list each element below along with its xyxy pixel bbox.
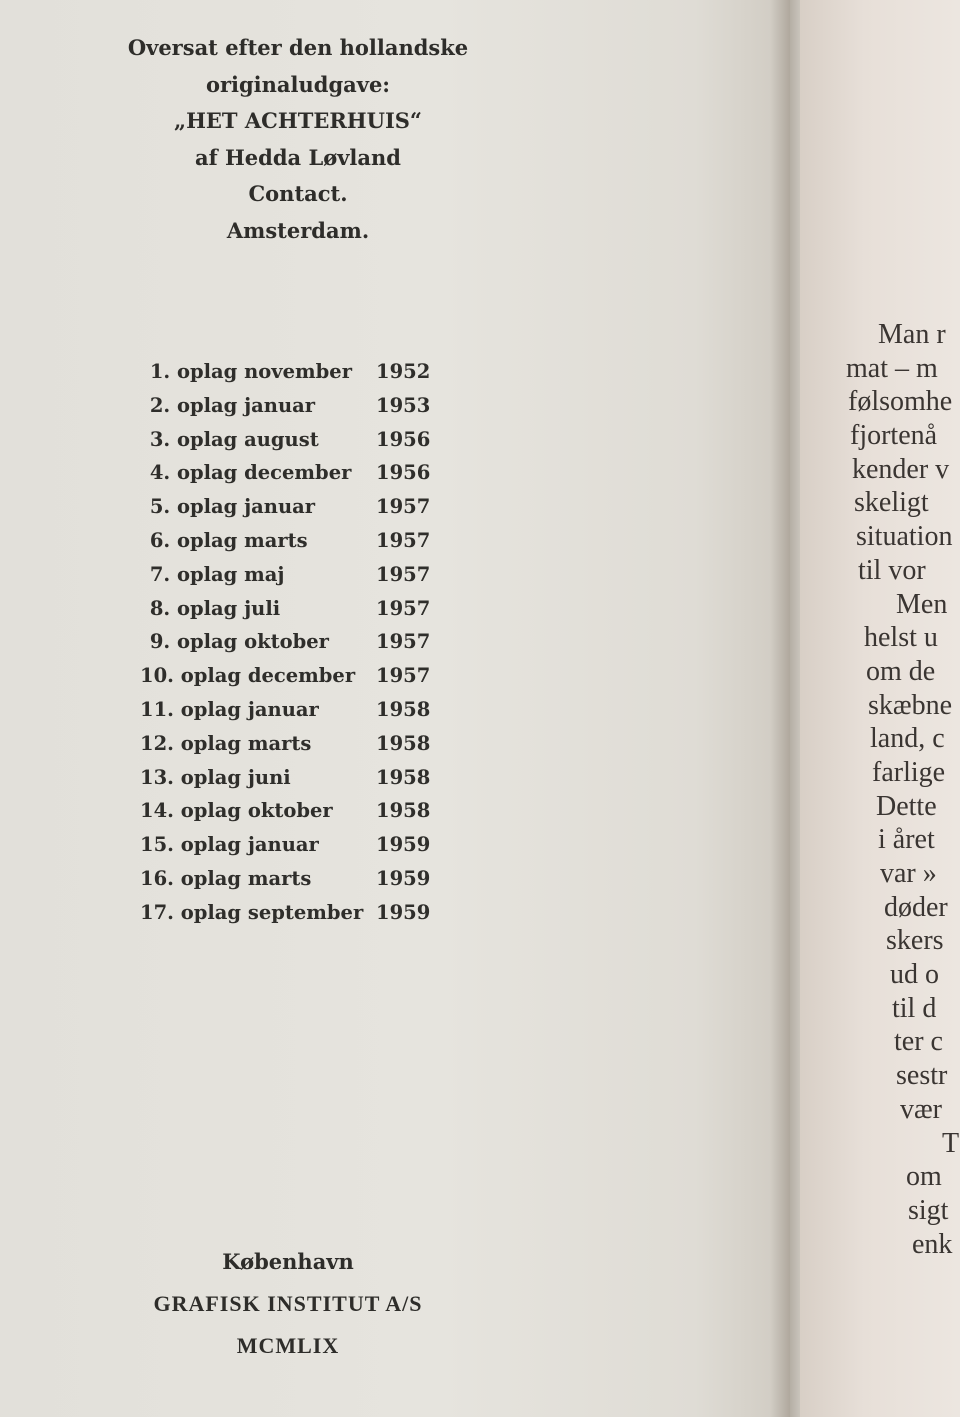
printing-year: 1957 bbox=[376, 562, 431, 586]
printing-month: oplag september bbox=[180, 900, 364, 924]
credit-line: originaludgave: bbox=[205, 71, 391, 97]
printing-month: oplag december bbox=[180, 664, 356, 688]
translation-credits bbox=[118, 30, 478, 249]
printing-year: 1956 bbox=[376, 427, 431, 451]
credit-line: Oversat efter den hollandske bbox=[127, 35, 469, 60]
printing-row bbox=[140, 360, 460, 394]
printing-year: 1956 bbox=[376, 461, 431, 485]
right-page-line: kender v bbox=[852, 453, 950, 485]
printing-label bbox=[140, 900, 364, 924]
printing-year: 1959 bbox=[376, 833, 431, 857]
printing-number: 5. bbox=[149, 495, 171, 519]
right-page-line: skæbne bbox=[868, 689, 952, 721]
imprint-publisher: GRAFISK INSTITUT A/S bbox=[153, 1291, 423, 1316]
right-page-line: i året bbox=[878, 824, 935, 856]
printing-year: 1957 bbox=[376, 495, 431, 519]
printing-label bbox=[140, 529, 355, 552]
printing-month: oplag marts bbox=[180, 731, 312, 755]
right-page-line: mat – m bbox=[846, 352, 938, 384]
right-page-line: om de bbox=[866, 655, 936, 687]
printing-label bbox=[140, 766, 355, 789]
printing-month: oplag januar bbox=[177, 495, 316, 519]
printing-row bbox=[140, 901, 460, 935]
printing-year: 1958 bbox=[376, 697, 431, 721]
printing-month: oplag januar bbox=[177, 393, 316, 417]
printing-year: 1953 bbox=[376, 393, 431, 417]
printing-label bbox=[140, 563, 355, 586]
printing-row bbox=[140, 495, 460, 529]
right-page-line: situation bbox=[856, 521, 953, 553]
printing-row bbox=[140, 799, 460, 833]
printing-label bbox=[140, 867, 355, 890]
printing-month: oplag juni bbox=[180, 765, 291, 789]
printing-number: 16. bbox=[140, 866, 174, 890]
publisher-city: Amsterdam. bbox=[226, 217, 370, 243]
printing-row bbox=[140, 766, 460, 800]
printing-year: 1957 bbox=[376, 596, 431, 620]
printing-year: 1958 bbox=[376, 731, 431, 755]
printing-label bbox=[140, 630, 355, 653]
printing-label bbox=[140, 732, 355, 755]
printing-number: 12. bbox=[140, 731, 174, 755]
printing-number: 2. bbox=[149, 393, 171, 417]
printing-number: 9. bbox=[149, 630, 171, 654]
printing-year: 1958 bbox=[376, 765, 431, 789]
printing-label bbox=[140, 833, 355, 856]
printing-row bbox=[140, 698, 460, 732]
right-page-line: skeligt bbox=[854, 487, 929, 519]
printing-row bbox=[140, 461, 460, 495]
printing-label bbox=[140, 360, 355, 383]
right-page-line: Man r bbox=[878, 319, 946, 350]
printing-label bbox=[140, 461, 355, 484]
printing-year: 1957 bbox=[376, 528, 431, 552]
printing-label bbox=[140, 664, 355, 687]
printing-month: oplag november bbox=[177, 360, 352, 383]
printing-month: oplag marts bbox=[177, 528, 308, 552]
right-page-line: land, c bbox=[870, 723, 945, 755]
printing-number: 17. bbox=[140, 900, 174, 924]
right-page-line: fjortenå bbox=[850, 420, 938, 452]
printing-history-list bbox=[140, 360, 460, 935]
printing-year: 1952 bbox=[376, 360, 431, 383]
right-page-line: enk bbox=[912, 1228, 953, 1260]
printing-year: 1959 bbox=[376, 900, 431, 924]
right-page-line: om bbox=[906, 1161, 942, 1193]
right-page-line: døder bbox=[884, 891, 948, 923]
publisher-original: Contact. bbox=[248, 181, 348, 206]
printing-label bbox=[140, 428, 355, 451]
right-page-line: ter c bbox=[894, 1026, 943, 1058]
printing-row bbox=[140, 563, 460, 597]
printing-row bbox=[140, 630, 460, 664]
printing-number: 6. bbox=[149, 528, 171, 552]
imprint-year: MCMLIX bbox=[236, 1333, 340, 1358]
imprint-city: København bbox=[222, 1249, 354, 1274]
printing-year: 1957 bbox=[376, 664, 431, 688]
original-title: „HET ACHTERHUIS“ bbox=[173, 108, 423, 133]
printing-year: 1959 bbox=[376, 866, 431, 890]
printing-label bbox=[140, 597, 355, 620]
printing-label bbox=[140, 495, 355, 518]
printing-number: 7. bbox=[149, 562, 171, 586]
printing-year: 1958 bbox=[376, 799, 431, 823]
right-page-line: til d bbox=[892, 992, 937, 1024]
printing-row bbox=[140, 732, 460, 766]
printing-year: 1957 bbox=[376, 630, 431, 654]
printing-month: oplag oktober bbox=[177, 630, 329, 654]
printing-number: 4. bbox=[149, 461, 171, 485]
right-page-line: til vor bbox=[858, 554, 926, 586]
printing-label bbox=[140, 799, 355, 822]
right-page-line: helst u bbox=[864, 622, 938, 654]
printing-row bbox=[140, 867, 460, 901]
printing-row bbox=[140, 597, 460, 631]
imprint bbox=[118, 1242, 458, 1366]
printing-month: oplag august bbox=[177, 427, 319, 451]
printing-row bbox=[140, 664, 460, 698]
printing-row bbox=[140, 833, 460, 867]
printing-month: oplag december bbox=[177, 461, 352, 485]
right-page-line: ud o bbox=[890, 959, 939, 991]
printing-label bbox=[140, 394, 355, 417]
printing-label bbox=[140, 698, 355, 721]
printing-month: oplag marts bbox=[180, 866, 312, 890]
printing-number: 10. bbox=[140, 664, 174, 688]
right-page-line: vær bbox=[900, 1093, 942, 1125]
printing-month: oplag juli bbox=[177, 596, 281, 620]
translator-line: af Hedda Løvland bbox=[195, 144, 401, 170]
printing-row bbox=[140, 394, 460, 428]
right-page-text bbox=[846, 318, 960, 1261]
right-page-line: sigt bbox=[908, 1194, 949, 1226]
printing-number: 14. bbox=[140, 799, 174, 823]
printing-row bbox=[140, 428, 460, 462]
right-page-line: skers bbox=[886, 925, 944, 957]
printing-month: oplag januar bbox=[180, 697, 319, 721]
right-page-line: Dette bbox=[876, 790, 937, 822]
printing-number: 3. bbox=[149, 427, 171, 451]
printing-month: oplag oktober bbox=[180, 799, 333, 823]
printing-number: 15. bbox=[140, 833, 174, 857]
printing-number: 13. bbox=[140, 765, 174, 789]
right-page-line: var » bbox=[880, 858, 937, 889]
printing-number: 8. bbox=[149, 596, 171, 620]
right-page-line: sestr bbox=[896, 1060, 948, 1092]
right-page-line: farlige bbox=[872, 756, 946, 788]
right-page-line: Men bbox=[896, 588, 948, 620]
printing-month: oplag januar bbox=[180, 833, 319, 857]
printing-number: 11. bbox=[140, 697, 174, 721]
printing-number: 1. bbox=[149, 360, 171, 383]
printing-row bbox=[140, 529, 460, 563]
right-page-line: T bbox=[942, 1127, 960, 1159]
printing-month: oplag maj bbox=[177, 562, 285, 586]
right-page-line: følsomhe bbox=[848, 386, 953, 418]
